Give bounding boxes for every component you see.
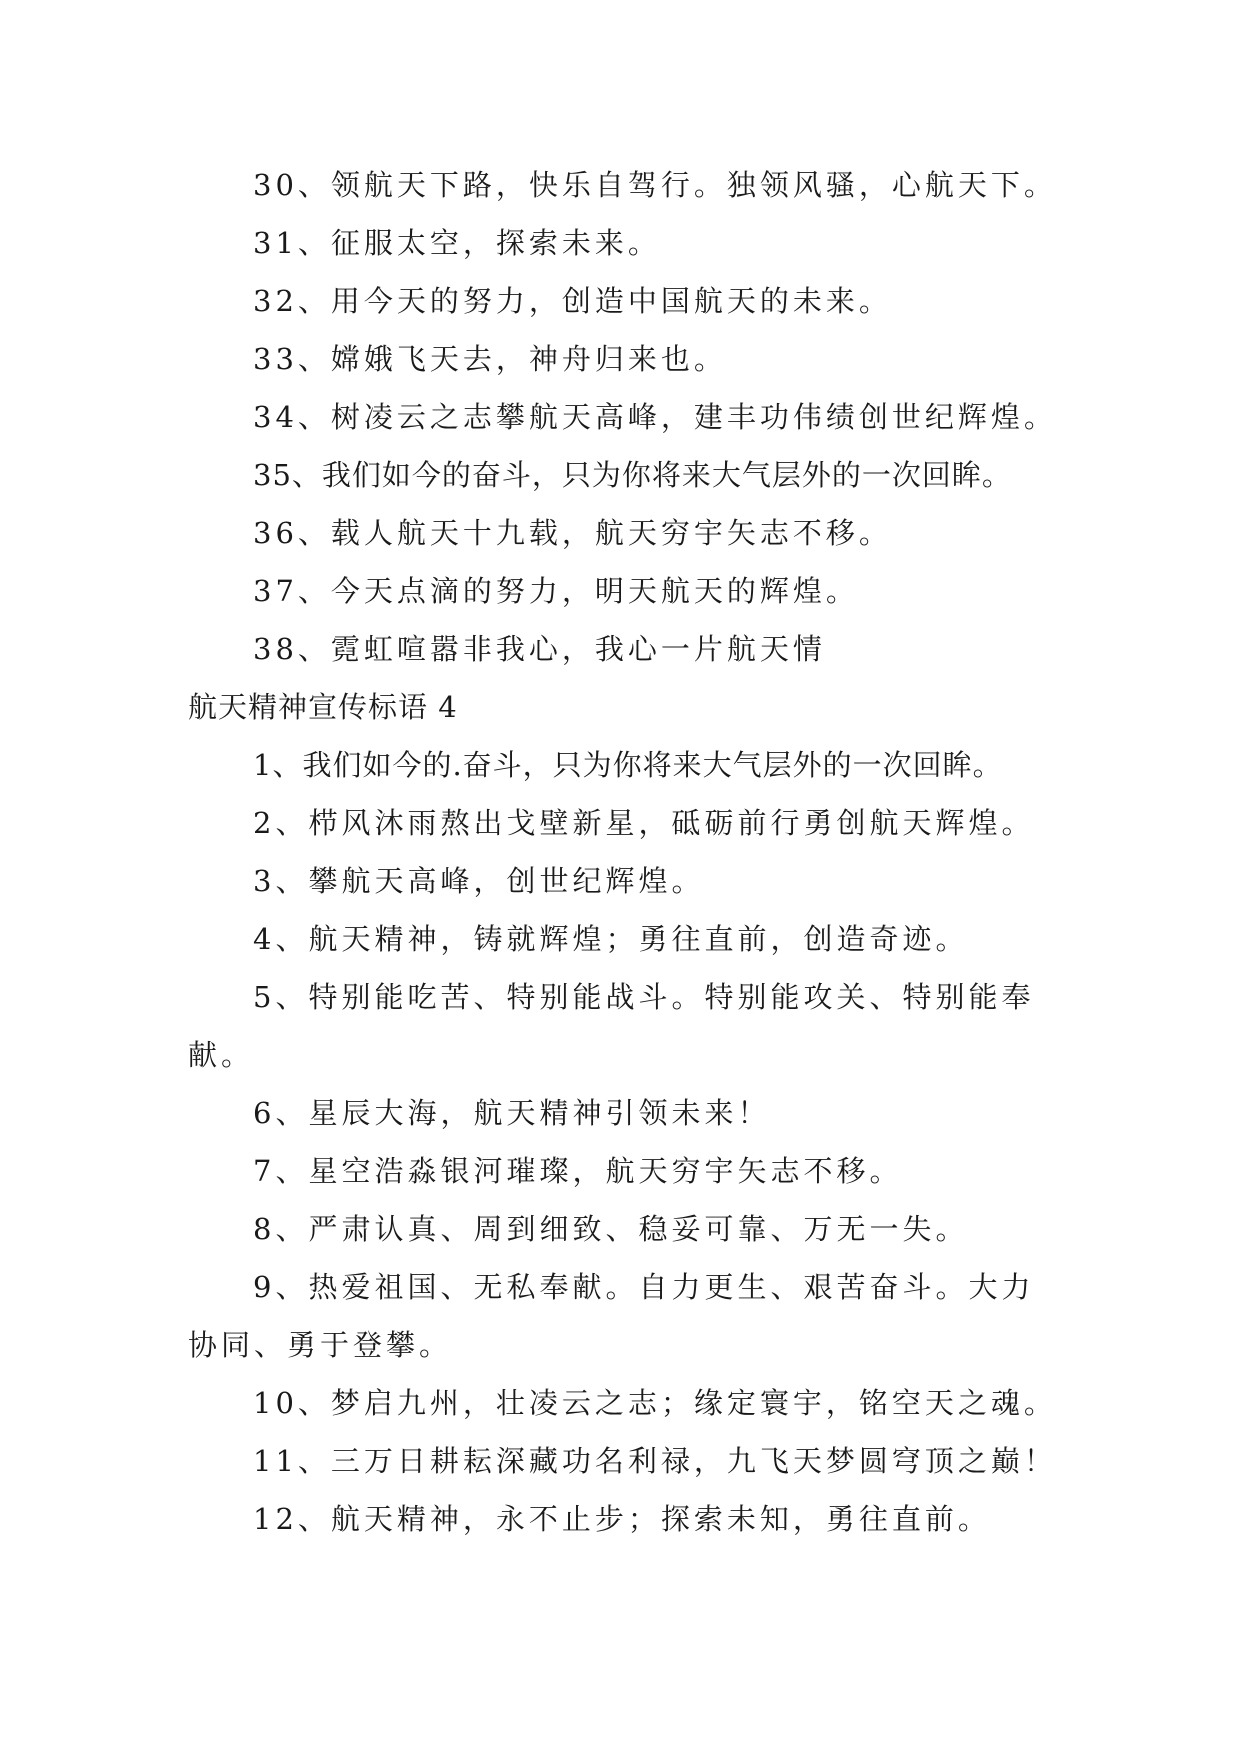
slogan-31: 31、征服太空，探索未来。 [253, 226, 661, 260]
slogan-32: 32、用今天的努力，创造中国航天的未来。 [253, 284, 892, 318]
slogan-11: 11、三万日耕耘深藏功名利禄，九飞天梦圆穹顶之巅！ [253, 1444, 1057, 1478]
slogan-34: 34、树凌云之志攀航天高峰，建丰功伟绩创世纪辉煌。 [253, 400, 1057, 434]
slogan-33: 33、嫦娥飞天去，神舟归来也。 [253, 342, 727, 376]
slogan-3: 3、攀航天高峰，创世纪辉煌。 [253, 864, 705, 898]
slogan-6: 6、星辰大海，航天精神引领未来！ [253, 1096, 771, 1130]
slogan-8: 8、严肃认真、周到细致、稳妥可靠、万无一失。 [253, 1212, 969, 1246]
slogan-9-continued: 协同、勇于登攀。 [188, 1328, 453, 1362]
slogan-37: 37、今天点滴的努力，明天航天的辉煌。 [253, 574, 859, 608]
slogan-38: 38、霓虹喧嚣非我心，我心一片航天情 [253, 632, 826, 666]
slogan-5-continued: 献。 [188, 1038, 255, 1072]
slogan-9: 9、热爱祖国、无私奉献。自力更生、艰苦奋斗。大力 [253, 1270, 1035, 1304]
section-heading: 航天精神宣传标语 4 [188, 690, 458, 724]
slogan-4: 4、航天精神，铸就辉煌；勇往直前，创造奇迹。 [253, 922, 969, 956]
slogan-5: 5、特别能吃苦、特别能战斗。特别能攻关、特别能奉 [253, 980, 1035, 1014]
slogan-30: 30、领航天下路，快乐自驾行。独领风骚，心航天下。 [253, 168, 1057, 202]
slogan-35: 35、我们如今的奋斗，只为你将来大气层外的一次回眸。 [253, 458, 1012, 492]
slogan-1: 1、我们如今的.奋斗，只为你将来大气层外的一次回眸。 [253, 748, 1003, 782]
slogan-10: 10、梦启九州，壮凌云之志；缘定寰宇，铭空天之魂。 [253, 1386, 1057, 1420]
slogan-7: 7、星空浩淼银河璀璨，航天穷宇矢志不移。 [253, 1154, 903, 1188]
slogan-36: 36、载人航天十九载，航天穷宇矢志不移。 [253, 516, 892, 550]
slogan-2: 2、栉风沐雨熬出戈壁新星，砥砺前行勇创航天辉煌。 [253, 806, 1035, 840]
slogan-12: 12、航天精神，永不止步；探索未知，勇往直前。 [253, 1502, 991, 1536]
